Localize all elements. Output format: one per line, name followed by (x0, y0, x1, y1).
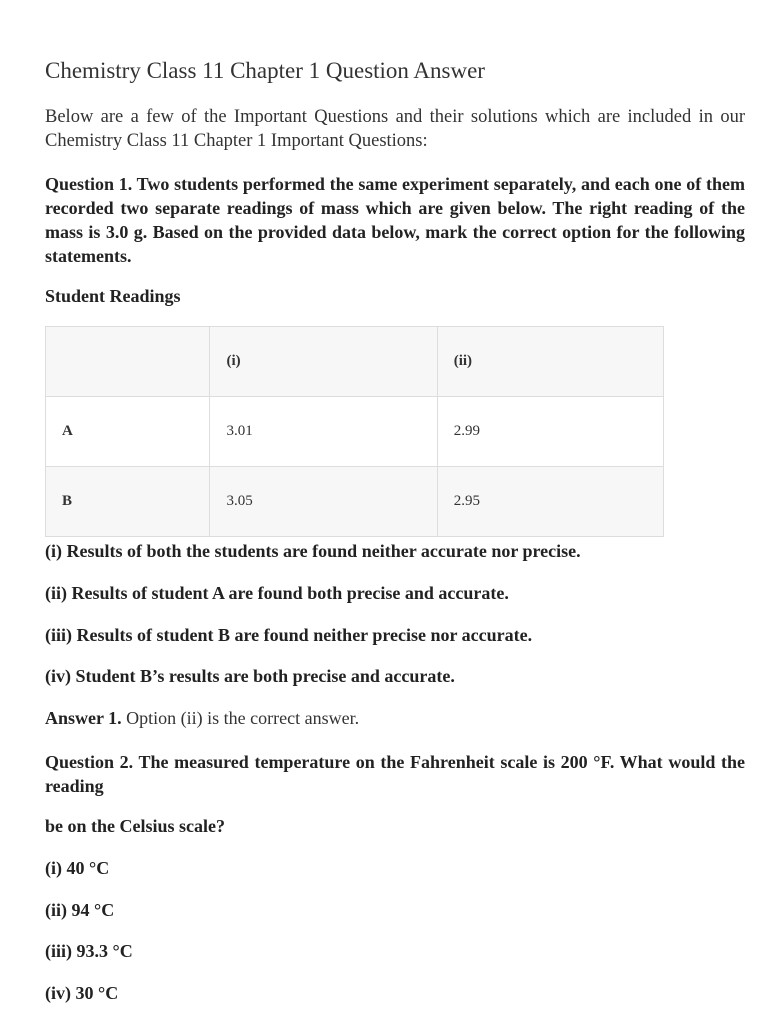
question-2-text: Question 2. The measured temperature on the Fahrenheit scale is 200 °F. What would the reading (45, 752, 745, 796)
table-heading: Student Readings (45, 286, 181, 306)
question-2-option: (iv) 30 °C (45, 983, 119, 1003)
table-header-cell (46, 327, 210, 397)
student-cell: A (46, 397, 210, 467)
question-1-text: Question 1. Two students performed the same experiment separately, and each one of them recorded two separate readings of mass which are given below. The right reading of the mass is 3.0 g. Based on the provided data below, mark the correct option for the following statements. (45, 174, 745, 266)
question-1-option: (i) Results of both the students are found neither accurate nor precise. (45, 541, 581, 561)
reading-cell: 3.01 (210, 397, 437, 467)
question-2-option: (i) 40 °C (45, 858, 110, 878)
question-2-option: (ii) 94 °C (45, 900, 115, 920)
student-readings-table (45, 326, 664, 537)
table-header-cell: (i) (210, 327, 437, 397)
table-row (46, 467, 664, 537)
question-1-option: (iii) Results of student B are found neither precise nor accurate. (45, 625, 533, 645)
answer-label: Answer 1. (45, 708, 122, 728)
page-title: Chemistry Class 11 Chapter 1 Question Answer (45, 58, 485, 83)
question-1-option: (ii) Results of student A are found both precise and accurate. (45, 583, 509, 603)
question-2-continuation: be on the Celsius scale? (45, 816, 225, 836)
intro-paragraph: Below are a few of the Important Questions and their solutions which are included in our Chemistry Class 11 Chapter 1 Important Questions: (45, 107, 745, 151)
reading-cell: 2.99 (437, 397, 663, 467)
answer-1 (45, 708, 359, 729)
table-header-cell: (ii) (437, 327, 663, 397)
answer-text: Option (ii) is the correct answer. (126, 708, 360, 728)
reading-cell: 2.95 (437, 467, 663, 537)
question-2-option: (iii) 93.3 °C (45, 941, 133, 961)
question-1-option: (iv) Student B’s results are both precise and accurate. (45, 666, 455, 686)
table-header-row (46, 327, 664, 397)
student-cell: B (46, 467, 210, 537)
table-row (46, 397, 664, 467)
reading-cell: 3.05 (210, 467, 437, 537)
